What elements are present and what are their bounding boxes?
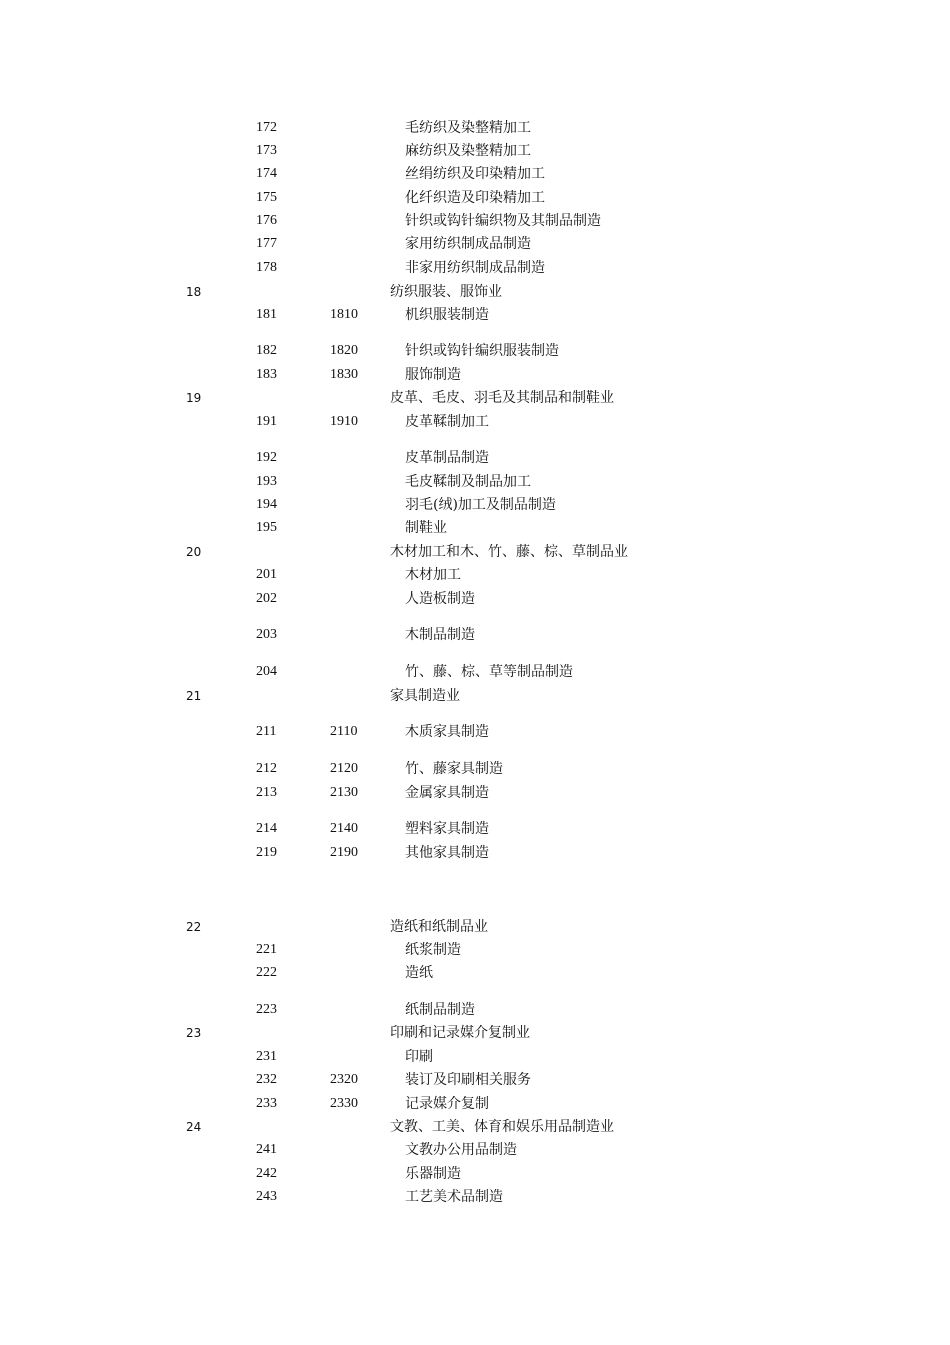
table-row [0, 472, 950, 492]
table-row [0, 518, 950, 538]
small-code: 2330 [330, 1096, 358, 1111]
small-code: 1810 [330, 307, 358, 322]
category-name: 丝绢纺织及印染精加工 [405, 166, 545, 182]
table-row [0, 211, 950, 231]
small-code: 2120 [330, 761, 358, 776]
category-name: 服饰制造 [405, 367, 461, 383]
category-name: 木制品制造 [405, 627, 475, 643]
table-row [0, 1187, 950, 1207]
mid-code: 243 [256, 1189, 277, 1204]
mid-code: 203 [256, 627, 277, 642]
mid-code: 231 [256, 1049, 277, 1064]
category-name: 竹、藤、棕、草等制品制造 [405, 664, 573, 680]
mid-code: 176 [256, 213, 277, 228]
mid-code: 174 [256, 166, 277, 181]
category-name: 制鞋业 [405, 520, 447, 536]
major-category-row [0, 542, 950, 562]
major-category-row [0, 388, 950, 408]
category-name: 印刷 [405, 1049, 433, 1065]
table-row [0, 164, 950, 184]
table-row [0, 1094, 950, 1114]
mid-code: 219 [256, 845, 277, 860]
small-code: 1910 [330, 414, 358, 429]
category-name: 文教、工美、体育和娱乐用品制造业 [390, 1119, 614, 1135]
mid-code: 178 [256, 260, 277, 275]
mid-code: 242 [256, 1166, 277, 1181]
major-code: 22 [186, 920, 202, 934]
category-name: 麻纺织及染整精加工 [405, 143, 531, 159]
mid-code: 181 [256, 307, 277, 322]
table-row [0, 495, 950, 515]
mid-code: 213 [256, 785, 277, 800]
category-name: 家用纺织制成品制造 [405, 236, 531, 252]
category-name: 毛皮鞣制及制品加工 [405, 474, 531, 490]
category-name: 金属家具制造 [405, 785, 489, 801]
category-name: 工艺美术品制造 [405, 1189, 503, 1205]
table-row [0, 234, 950, 254]
major-code: 23 [186, 1026, 202, 1040]
mid-code: 221 [256, 942, 277, 957]
mid-code: 241 [256, 1142, 277, 1157]
mid-code: 182 [256, 343, 277, 358]
mid-code: 212 [256, 761, 277, 776]
major-code: 24 [186, 1120, 202, 1134]
mid-code: 232 [256, 1072, 277, 1087]
major-code: 19 [186, 391, 202, 405]
small-code: 2320 [330, 1072, 358, 1087]
table-row [0, 662, 950, 682]
category-name: 人造板制造 [405, 591, 475, 607]
category-name: 化纤织造及印染精加工 [405, 190, 545, 206]
category-name: 木材加工 [405, 567, 461, 583]
category-name: 造纸 [405, 965, 433, 981]
mid-code: 211 [256, 724, 277, 739]
table-row [0, 1140, 950, 1160]
category-name: 机织服装制造 [405, 307, 489, 323]
mid-code: 202 [256, 591, 277, 606]
category-name: 纸制品制造 [405, 1002, 475, 1018]
table-row [0, 1047, 950, 1067]
table-row [0, 1164, 950, 1184]
table-row [0, 589, 950, 609]
table-row [0, 843, 950, 863]
table-row [0, 341, 950, 361]
table-row [0, 118, 950, 138]
mid-code: 191 [256, 414, 277, 429]
category-name: 印刷和记录媒介复制业 [390, 1025, 530, 1041]
category-name: 非家用纺织制成品制造 [405, 260, 545, 276]
major-category-row [0, 1117, 950, 1137]
category-name: 竹、藤家具制造 [405, 761, 503, 777]
category-name: 木材加工和木、竹、藤、棕、草制品业 [390, 544, 628, 560]
major-code: 20 [186, 545, 202, 559]
category-name: 其他家具制造 [405, 845, 489, 861]
mid-code: 195 [256, 520, 277, 535]
major-code: 21 [186, 689, 202, 703]
table-row [0, 940, 950, 960]
small-code: 2110 [330, 724, 358, 739]
category-name: 羽毛(绒)加工及制品制造 [405, 497, 556, 513]
small-code: 2190 [330, 845, 358, 860]
category-name: 木质家具制造 [405, 724, 489, 740]
category-name: 纸浆制造 [405, 942, 461, 958]
category-name: 皮革、毛皮、羽毛及其制品和制鞋业 [390, 390, 614, 406]
table-row [0, 305, 950, 325]
mid-code: 233 [256, 1096, 277, 1111]
major-category-row [0, 686, 950, 706]
table-row [0, 1000, 950, 1020]
table-row [0, 188, 950, 208]
category-name: 纺织服装、服饰业 [390, 284, 502, 300]
table-row [0, 565, 950, 585]
category-name: 针织或钩针编织物及其制品制造 [405, 213, 601, 229]
table-row [0, 963, 950, 983]
mid-code: 177 [256, 236, 277, 251]
table-row [0, 819, 950, 839]
category-name: 记录媒介复制 [405, 1096, 489, 1112]
mid-code: 193 [256, 474, 277, 489]
small-code: 2130 [330, 785, 358, 800]
mid-code: 214 [256, 821, 277, 836]
major-category-row [0, 1023, 950, 1043]
table-row [0, 783, 950, 803]
table-row [0, 722, 950, 742]
major-category-row [0, 282, 950, 302]
category-name: 皮革鞣制加工 [405, 414, 489, 430]
mid-code: 223 [256, 1002, 277, 1017]
mid-code: 183 [256, 367, 277, 382]
mid-code: 194 [256, 497, 277, 512]
mid-code: 201 [256, 567, 277, 582]
major-code: 18 [186, 285, 202, 299]
category-name: 毛纺织及染整精加工 [405, 120, 531, 136]
table-row [0, 412, 950, 432]
category-name: 塑料家具制造 [405, 821, 489, 837]
major-category-row [0, 917, 950, 937]
category-name: 针织或钩针编织服装制造 [405, 343, 559, 359]
mid-code: 222 [256, 965, 277, 980]
category-name: 家具制造业 [390, 688, 460, 704]
category-name: 造纸和纸制品业 [390, 919, 488, 935]
category-name: 装订及印刷相关服务 [405, 1072, 531, 1088]
mid-code: 173 [256, 143, 277, 158]
small-code: 1830 [330, 367, 358, 382]
category-name: 皮革制品制造 [405, 450, 489, 466]
table-row [0, 365, 950, 385]
mid-code: 175 [256, 190, 277, 205]
small-code: 2140 [330, 821, 358, 836]
mid-code: 192 [256, 450, 277, 465]
table-row [0, 759, 950, 779]
table-row [0, 448, 950, 468]
category-name: 乐器制造 [405, 1166, 461, 1182]
table-row [0, 258, 950, 278]
category-name: 文教办公用品制造 [405, 1142, 517, 1158]
table-row [0, 141, 950, 161]
mid-code: 172 [256, 120, 277, 135]
mid-code: 204 [256, 664, 277, 679]
small-code: 1820 [330, 343, 358, 358]
table-row [0, 625, 950, 645]
table-row [0, 1070, 950, 1090]
